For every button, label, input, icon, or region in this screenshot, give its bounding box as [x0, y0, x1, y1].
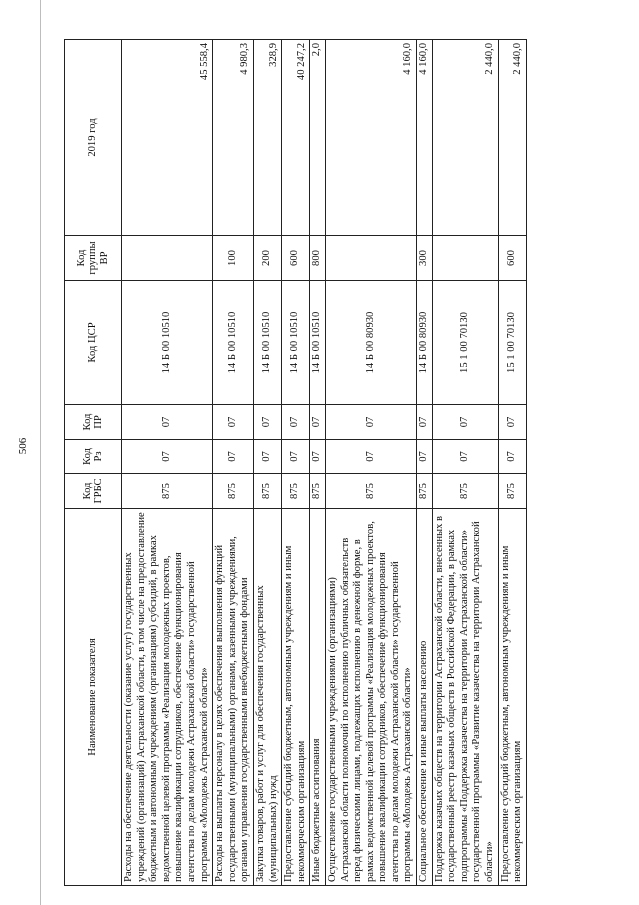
table-row [282, 40, 310, 886]
cell-value: 328,9 [253, 40, 281, 236]
cell-rz: 07 [310, 440, 326, 474]
cell-value: 40 247,2 [282, 40, 310, 236]
cell-grbs: 875 [282, 474, 310, 509]
cell-pr: 07 [282, 405, 310, 440]
cell-name: Осуществление государственными учреждениями (организациями) Астраханской области полномочий по исполнению публичных обязательств перед физическими лицами, подлежащих исполнению в денежной форме, в рамках ведомственной целевой программы «Реализация молодежных проектов, повышение квалификации сотрудников, обеспечение функционирования агентства по делам молодежи Астраханской области» государственной программы «Молодежь Астраханской области» [325, 509, 416, 886]
cell-rz: 07 [498, 440, 526, 474]
cell-pr: 07 [310, 405, 326, 440]
table-row [498, 40, 526, 886]
cell-vr: 200 [253, 236, 281, 281]
cell-value: 4 160,0 [417, 40, 433, 236]
cell-name: Расходы на выплаты персоналу в целях обеспечения выполнения функций государственными (муниципальными) органами, казенными учреждениями, органами управления государственными внебюджетными фондами [213, 509, 254, 886]
cell-grbs: 875 [310, 474, 326, 509]
cell-value: 2,0 [310, 40, 326, 236]
header-vr: Код группы ВР [65, 236, 122, 281]
cell-grbs: 875 [253, 474, 281, 509]
table-row [310, 40, 326, 886]
scan-edge-line [40, 0, 41, 905]
table-row [122, 40, 213, 886]
cell-pr: 07 [253, 405, 281, 440]
cell-csr: 14 Б 00 10510 [253, 281, 281, 405]
cell-value: 4 160,0 [325, 40, 416, 236]
table-row [253, 40, 281, 886]
cell-rz: 07 [122, 440, 213, 474]
table-row [325, 40, 416, 886]
cell-vr: 300 [417, 236, 433, 281]
table-row [432, 40, 498, 886]
cell-vr: 600 [282, 236, 310, 281]
cell-csr: 14 Б 00 10510 [282, 281, 310, 405]
cell-name: Поддержка казачьих обществ на территории Астраханской области, внесенных в государственный реестр казачьих обществ в Российской Федерации, в рамках подпрограммы «Поддержка казачества на территории Астраханской области» государственной программы «Развитие казачества на территории Астраханской области» [432, 509, 498, 886]
table-row [213, 40, 254, 886]
cell-vr [122, 236, 213, 281]
header-grbs: Код ГРБС [65, 474, 122, 509]
header-rz: Код Рз [65, 440, 122, 474]
cell-rz: 07 [325, 440, 416, 474]
cell-csr: 14 Б 00 80930 [325, 281, 416, 405]
page-number: 506 [17, 437, 29, 455]
cell-value: 4 980,3 [213, 40, 254, 236]
cell-pr: 07 [417, 405, 433, 440]
cell-name: Предоставление субсидий бюджетным, автономным учреждениям и иным некоммерческим организациям [282, 509, 310, 886]
cell-grbs: 875 [122, 474, 213, 509]
cell-name: Предоставление субсидий бюджетным, автономным учреждениям и иным некоммерческим организациям [498, 509, 526, 886]
cell-grbs: 875 [213, 474, 254, 509]
rotated-table-wrapper [64, 40, 608, 886]
header-csr: Код ЦСР [65, 281, 122, 405]
cell-name: Иные бюджетные ассигнования [310, 509, 326, 886]
budget-table [64, 39, 527, 886]
cell-value: 2 440,0 [432, 40, 498, 236]
header-year: 2019 год [65, 40, 122, 236]
cell-name: Расходы на обеспечение деятельности (оказание услуг) государственных учреждений (организаций) Астраханской области, в том числе на предоставление бюджетным и автономным учреждениям (организациям) субсидий, в рамках ведомственной целевой программы «Реализация молодежных проектов, повышение квалификации сотрудников, обеспечение функционирования агентства по делам молодежи Астраханской области» государственной программы «Молодежь Астраханской области» [122, 509, 213, 886]
cell-rz: 07 [432, 440, 498, 474]
cell-csr: 14 Б 00 10510 [122, 281, 213, 405]
cell-csr: 15 1 00 70130 [498, 281, 526, 405]
cell-value: 45 558,4 [122, 40, 213, 236]
header-name: Наименование показателя [65, 509, 122, 886]
header-pr: Код ПР [65, 405, 122, 440]
cell-pr: 07 [432, 405, 498, 440]
table-row [417, 40, 433, 886]
cell-csr: 15 1 00 70130 [432, 281, 498, 405]
cell-rz: 07 [253, 440, 281, 474]
cell-grbs: 875 [417, 474, 433, 509]
cell-vr: 800 [310, 236, 326, 281]
cell-csr: 14 Б 00 10510 [213, 281, 254, 405]
cell-pr: 07 [213, 405, 254, 440]
cell-vr [432, 236, 498, 281]
cell-rz: 07 [282, 440, 310, 474]
cell-vr: 100 [213, 236, 254, 281]
cell-csr: 14 Б 00 80930 [417, 281, 433, 405]
cell-vr [325, 236, 416, 281]
cell-name: Социальное обеспечение и иные выплаты населению [417, 509, 433, 886]
cell-value: 2 440,0 [498, 40, 526, 236]
cell-rz: 07 [213, 440, 254, 474]
cell-pr: 07 [498, 405, 526, 440]
cell-pr: 07 [122, 405, 213, 440]
cell-grbs: 875 [432, 474, 498, 509]
cell-vr: 600 [498, 236, 526, 281]
table-header-row [65, 40, 122, 886]
cell-rz: 07 [417, 440, 433, 474]
cell-grbs: 875 [498, 474, 526, 509]
cell-pr: 07 [325, 405, 416, 440]
cell-name: Закупка товаров, работ и услуг для обеспечения государственных (муниципальных) нужд [253, 509, 281, 886]
cell-csr: 14 Б 00 10510 [310, 281, 326, 405]
cell-grbs: 875 [325, 474, 416, 509]
